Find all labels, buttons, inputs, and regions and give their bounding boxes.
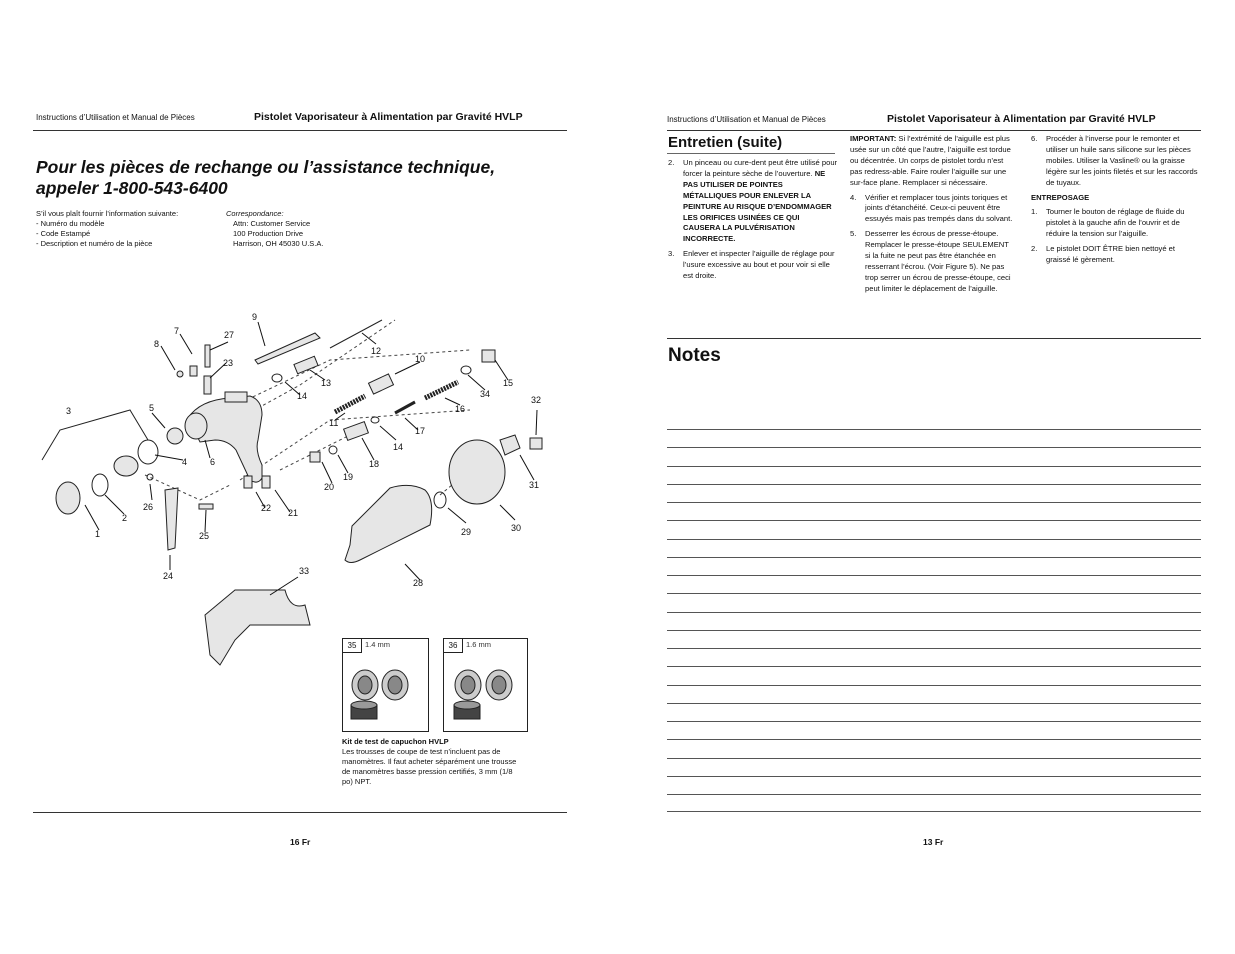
callout-label: 22	[261, 503, 272, 513]
assembly-bracket-3	[42, 410, 148, 460]
right-header-title: Pistolet Vaporisateur à Alimentation par Gravité HVLP	[887, 113, 1156, 125]
parts-support-heading	[36, 157, 556, 199]
address-line: Harrison, OH 45030 U.S.A.	[233, 239, 324, 248]
o-ring-part	[371, 417, 379, 423]
item-number: 1.	[1031, 207, 1038, 217]
list-item	[850, 193, 1016, 226]
callout-label: 30	[511, 523, 522, 533]
item-text: Tourner le bouton de réglage de fluide du pistolet à la gauche afin de l’ouvrir et de réduire la tension sur l’aiguille.	[1046, 207, 1185, 239]
left-header-rule	[33, 130, 567, 131]
notes-line	[667, 721, 1201, 722]
callout-label: 25	[199, 531, 210, 541]
item-text: Procéder à l’inverse pour le remonter et utiliser un huile sans silicone sur les pièces mobiles. Utiliser la Vasline® ou la graisse légère sur les joints filetés et sur les raccords de tuyaux.	[1046, 134, 1198, 187]
promo-line-2: appeler 1-800-543-6400	[36, 178, 228, 198]
air-cap-part	[56, 482, 80, 514]
spring-part	[335, 396, 365, 412]
trigger-part	[165, 488, 178, 550]
left-header-small: Instructions d’Utilisation et Manual de Pièces	[36, 113, 195, 122]
o-ring-part	[272, 374, 282, 382]
callout-label: 1	[95, 529, 101, 539]
notes-line	[667, 484, 1201, 485]
notes-line	[667, 811, 1201, 812]
callout-label: 14	[297, 391, 308, 401]
notes-line	[667, 575, 1201, 576]
small-part	[190, 366, 197, 376]
item-number: 4.	[850, 192, 857, 202]
callout-label: 21	[288, 508, 299, 518]
important-note	[850, 134, 1016, 189]
kit-number: 36	[444, 639, 463, 653]
fluid-tip-part	[167, 428, 183, 444]
maintenance-section-title: Entretien (suite)	[668, 134, 783, 151]
callout-label: 28	[413, 578, 424, 588]
adjuster-part	[344, 422, 369, 441]
correspondence-address	[226, 209, 323, 249]
notes-line	[667, 666, 1201, 667]
right-header-small: Instructions d’Utilisation et Manual de Pièces	[667, 115, 826, 124]
callout-label: 16	[455, 404, 466, 414]
callout-label: 4	[182, 457, 188, 467]
callout-label: 19	[343, 472, 354, 482]
callout-label: 13	[321, 378, 332, 388]
list-item	[1031, 134, 1199, 189]
callout-label: 2	[122, 513, 128, 523]
item-warning: NE PAS UTILISER DE POINTES MÉTALLIQUES POUR ENLEVER LA PEINTURE AU RISQUE D’ENDOMMAGER LES ORIFICES USINÉES CE QUI CAUSERA LA PULVÉRISATION INCORRECTE.	[683, 168, 832, 244]
pin-part	[205, 345, 210, 367]
list-item	[668, 249, 838, 282]
callout-label: 3	[66, 406, 72, 416]
notes-line	[667, 758, 1201, 759]
callout-label: 31	[529, 480, 540, 490]
callout-label: 24	[163, 571, 174, 581]
notes-line	[667, 776, 1201, 777]
notes-line	[667, 648, 1201, 649]
valve-stem-part	[204, 376, 211, 394]
notes-line	[667, 447, 1201, 448]
item-text: Desserrer les écrous de presse-étoupe. Remplacer le presse-étoupe SEULEMENT si la fuite ne peut pas être étanchée en resserrant l’écrou. (Voir Figure 5). Ne pas trop serrer un écrou de presse-étoupe, ceci peut limiter le déplacement de l’aiguille.	[865, 229, 1011, 293]
list-item	[1031, 244, 1199, 266]
kit-caption-body: Les trousses de coupe de test n’incluent pas de manomètres. Il faut acheter séparément une trousse de manomètres basse pression certifiés, 3 mm (1/8 po) NPT.	[342, 747, 517, 786]
kit-size: 1.6 mm	[466, 640, 492, 649]
left-header-title: Pistolet Vaporisateur à Alimentation par Gravité HVLP	[254, 111, 523, 123]
spring-part	[425, 382, 458, 398]
test-kit-36	[443, 638, 528, 732]
fitting-part	[244, 476, 252, 488]
notes-line	[667, 557, 1201, 558]
important-label: IMPORTANT:	[850, 134, 897, 143]
lever-part	[500, 435, 520, 455]
cap-part	[530, 438, 542, 449]
notes-line	[667, 739, 1201, 740]
callout-label: 8	[154, 339, 160, 349]
callout-label: 15	[503, 378, 514, 388]
correspondence-title: Correspondance:	[226, 209, 284, 218]
item-text: Enlever et inspecter l’aiguille de réglage pour l’usure excessive au bout et pour voir si elle est droite.	[683, 249, 835, 281]
info-item: - Description et numéro de la pièce	[36, 239, 153, 248]
callout-label: 33	[299, 566, 310, 576]
hanger-bracket-part	[205, 590, 310, 665]
notes-top-rule	[667, 338, 1201, 339]
callout-label: 23	[223, 358, 234, 368]
callout-label: 6	[210, 457, 216, 467]
callout-label: 29	[461, 527, 472, 537]
washer-part	[329, 446, 337, 454]
callout-label: 12	[371, 346, 382, 356]
notes-line	[667, 539, 1201, 540]
callout-label: 14	[393, 442, 404, 452]
column-1	[668, 158, 838, 286]
callout-label: 7	[174, 326, 180, 336]
callout-label: 20	[324, 482, 335, 492]
callout-label: 10	[415, 354, 426, 364]
notes-line	[667, 612, 1201, 613]
callout-label: 27	[224, 330, 235, 340]
section-title-rule	[667, 153, 835, 154]
notes-line	[667, 593, 1201, 594]
gasket-part	[138, 440, 158, 464]
notes-line	[667, 429, 1201, 430]
clip-part	[147, 474, 153, 480]
callout-label: 5	[149, 403, 155, 413]
nozzle-part	[114, 456, 138, 476]
fitting-part	[262, 476, 270, 488]
ring-part	[92, 474, 108, 496]
test-kit-image	[343, 653, 428, 731]
rod-part	[395, 402, 415, 413]
pin-part	[199, 504, 213, 509]
item-number: 2.	[1031, 244, 1038, 254]
item-text: Vérifier et remplacer tous joints toriques et joints d’étanchéité. Ceux-ci peuvent être essuyés mais pas trempés dans du solvant.	[865, 192, 1013, 224]
exploded-parts-diagram	[0, 300, 617, 920]
left-page-number: 16 Fr	[290, 837, 311, 847]
column-3	[1031, 134, 1199, 270]
callout-label: 32	[531, 395, 542, 405]
notes-line	[667, 466, 1201, 467]
test-kit-image	[444, 653, 527, 731]
notes-line	[667, 685, 1201, 686]
callout-label: 34	[480, 389, 491, 399]
notes-line	[667, 703, 1201, 704]
right-page-number: 13 Fr	[923, 837, 944, 847]
callout-label: 26	[143, 502, 154, 512]
info-item: - Numéro du modèle	[36, 219, 105, 228]
packing-part	[294, 356, 318, 374]
list-item	[1031, 207, 1199, 240]
small-part	[177, 371, 183, 377]
notes-line	[667, 630, 1201, 631]
washer-part	[461, 366, 471, 374]
notes-line	[667, 520, 1201, 521]
cup-lid-part	[449, 440, 505, 504]
test-kit-35	[342, 638, 429, 732]
kit-number: 35	[343, 639, 362, 653]
knob-part	[368, 374, 393, 394]
info-intro: S’il vous plaît fournir l’information suivante:	[36, 209, 179, 218]
kit-caption-title: Kit de test de capuchon HVLP	[342, 737, 449, 746]
notes-line	[667, 794, 1201, 795]
callout-label: 9	[252, 312, 258, 322]
item-number: 2.	[668, 158, 675, 167]
item-text: Le pistolet DOIT ÊTRE bien nettoyé et graissé lé gèrement.	[1046, 244, 1176, 265]
info-item: - Code Estampé	[36, 229, 91, 238]
callout-label: 18	[369, 459, 380, 469]
item-number: 3.	[668, 249, 675, 259]
callout-label: 17	[415, 426, 426, 436]
item-number: 6.	[1031, 134, 1038, 143]
notes-line	[667, 502, 1201, 503]
address-line: Attn: Customer Service	[233, 219, 311, 228]
head-part	[185, 413, 207, 439]
left-footer-rule	[33, 812, 567, 813]
important-text: Si l’extrémité de l’aiguille est plus usée sur un côté que l’autre, l’aiguille est tordue ou décentrée. Un corps de pistolet tordu n’est pas redress-able. Faire rouler l’aiguille sur une sur-face plane. Remplacer si nécessaire.	[850, 134, 1011, 187]
paint-cup-part	[345, 485, 432, 562]
info-request-list	[36, 209, 178, 249]
nut-part	[310, 452, 320, 462]
right-header-rule	[667, 130, 1201, 131]
list-item	[668, 158, 838, 245]
notes-title: Notes	[668, 345, 721, 366]
promo-line-1: Pour les pièces de rechange ou l’assistance technique,	[36, 157, 496, 177]
item-number: 5.	[850, 229, 857, 239]
kit-size: 1.4 mm	[365, 640, 391, 649]
callout-label: 11	[329, 418, 339, 428]
cap-part	[482, 350, 495, 362]
left-page	[0, 0, 617, 954]
storage-heading: ENTREPOSAGE	[1031, 192, 1090, 202]
list-item	[850, 229, 1016, 294]
item-text: Un pinceau ou cure-dent peut être utilisé pour forcer la peinture sèche de l’ouverture.	[683, 158, 838, 178]
column-2	[850, 134, 1016, 299]
address-line: 100 Production Drive	[233, 229, 304, 238]
test-kit-caption	[342, 737, 522, 787]
